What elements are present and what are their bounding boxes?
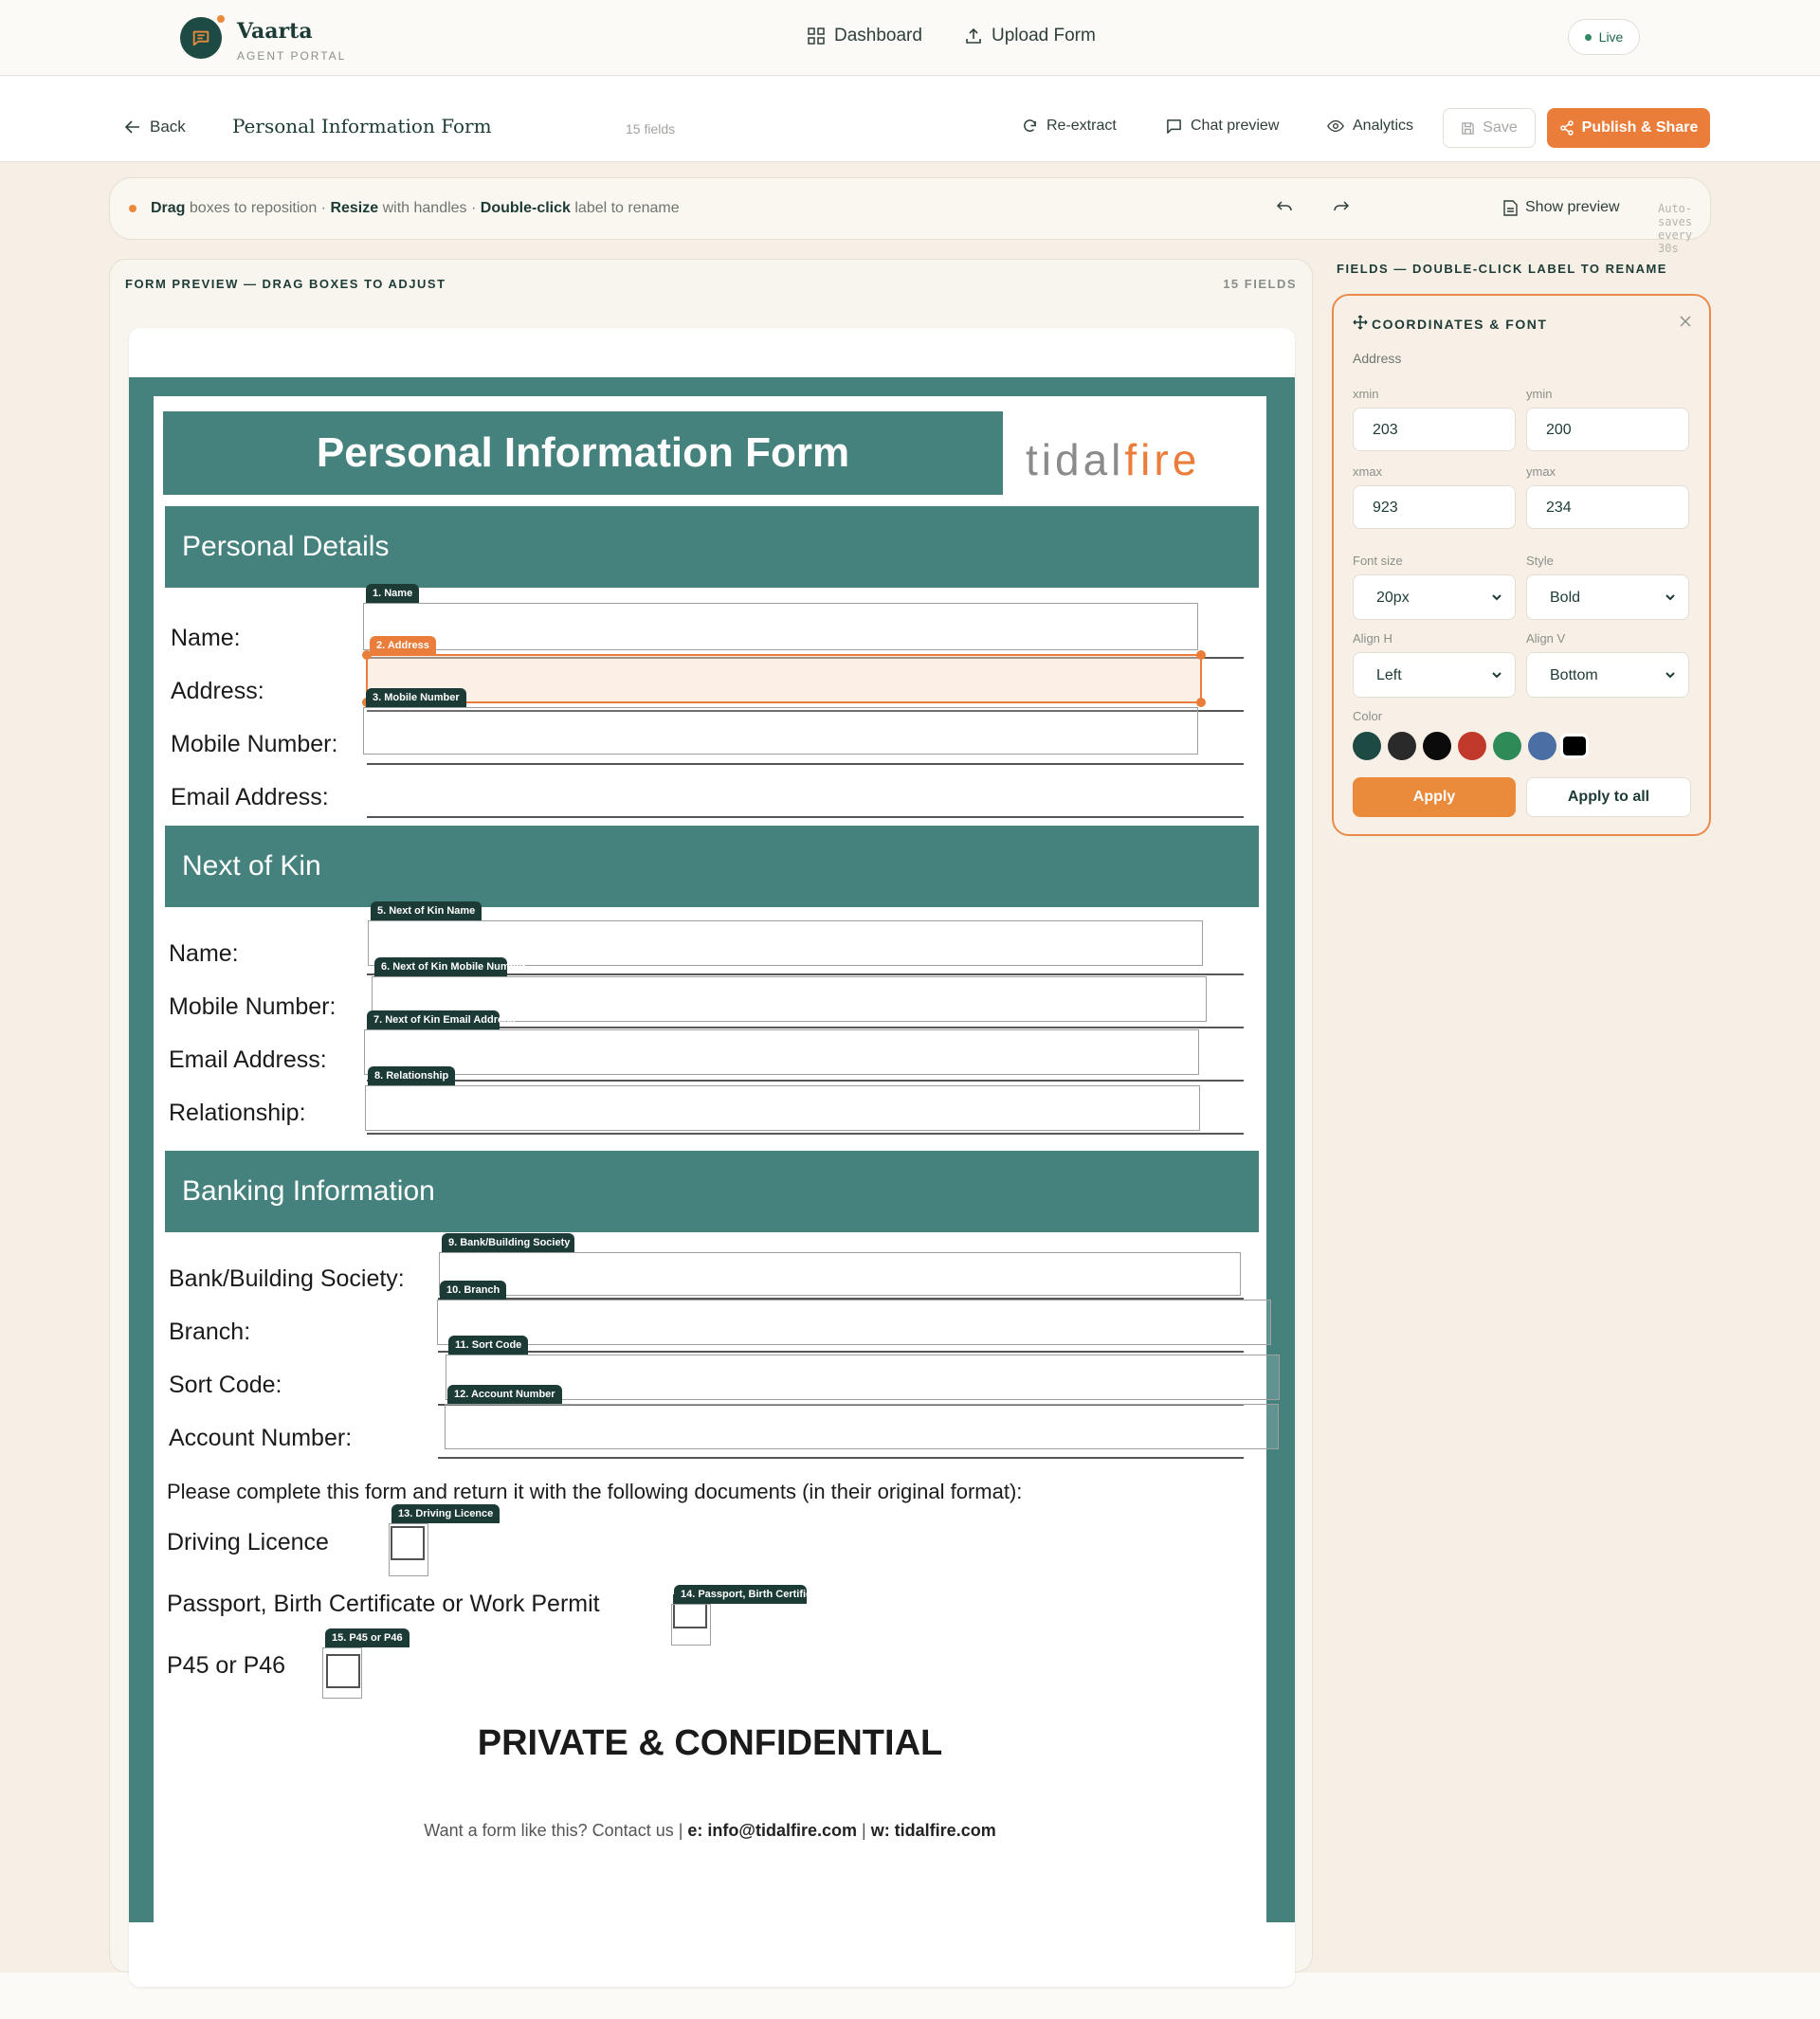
chat-preview-label: Chat preview (1191, 118, 1280, 134)
footer-text: Want a form like this? Contact us | (424, 1821, 683, 1840)
hint-drag: Drag (151, 200, 186, 216)
field-box-sort-code[interactable] (446, 1339, 1280, 1400)
tidalfire-logo (1026, 434, 1200, 485)
align-h-select[interactable] (1353, 652, 1516, 698)
share-icon (1559, 120, 1574, 136)
save-icon (1461, 121, 1475, 136)
selected-field-name: Address (1353, 351, 1402, 366)
field-tag[interactable]: 8. Relationship (368, 1066, 455, 1085)
field-tag[interactable]: 15. P45 or P46 (325, 1628, 410, 1647)
close-icon[interactable] (1679, 315, 1692, 328)
style-label: Style (1526, 554, 1554, 568)
fields-header: FIELDS — DOUBLE-CLICK LABEL TO RENAME (1337, 262, 1667, 276)
field-tag[interactable]: 10. Branch (440, 1281, 506, 1300)
private-confidential: PRIVATE & CONFIDENTIAL (477, 1723, 943, 1763)
resize-handle[interactable] (362, 650, 372, 660)
resize-handle[interactable] (1196, 650, 1206, 660)
apply-button[interactable]: Apply (1353, 777, 1516, 817)
live-label: Live (1598, 29, 1624, 45)
form-canvas (129, 328, 1295, 1987)
logo-chat-icon (180, 17, 222, 59)
line-account-number (438, 1457, 1244, 1459)
panel-title: COORDINATES & FONT (1372, 317, 1548, 332)
field-tag[interactable]: 7. Next of Kin Email Address (367, 1010, 500, 1029)
field-tag[interactable]: 2. Address (370, 636, 436, 655)
style-value: Bold (1550, 590, 1581, 606)
line-branch (438, 1351, 1244, 1353)
nav-upload-form[interactable] (965, 26, 1096, 46)
top-nav (0, 0, 1820, 76)
line-relationship (367, 1133, 1244, 1135)
label-bank: Bank/Building Society: (169, 1265, 405, 1292)
document-icon (1503, 200, 1518, 216)
hint-double-click-rest: label to rename (574, 200, 680, 216)
xmin-input[interactable]: 203 (1353, 408, 1516, 451)
arrow-left-icon (125, 120, 140, 134)
redo-icon[interactable] (1333, 197, 1350, 219)
chevron-down-icon (1664, 668, 1677, 682)
color-swatch[interactable] (1493, 732, 1521, 760)
grid-icon (808, 27, 825, 45)
ymax-input[interactable]: 234 (1526, 485, 1689, 529)
hint-resize-rest: with handles · (382, 200, 477, 216)
logo-notification-dot (217, 15, 225, 23)
label-account-number: Account Number: (169, 1425, 353, 1451)
label-kin-name: Name: (169, 940, 239, 967)
instructions: Please complete this form and return it with the following documents (in their original format): (167, 1480, 1023, 1503)
show-preview-label: Show preview (1525, 199, 1620, 215)
hint-drag-rest: boxes to reposition · (189, 200, 326, 216)
field-box-address[interactable] (366, 640, 1202, 703)
field-box-branch[interactable] (437, 1284, 1271, 1345)
field-tag[interactable]: 14. Passport, Birth Certificate (674, 1585, 807, 1604)
field-tag[interactable]: 1. Name (366, 584, 419, 603)
chevron-down-icon (1490, 591, 1503, 604)
chevron-down-icon (1664, 591, 1677, 604)
line-mobile (367, 763, 1244, 765)
field-box-kin-email[interactable] (364, 1014, 1199, 1075)
re-extract-label: Re-extract (1046, 118, 1117, 134)
logo-text-b: fire (1124, 435, 1201, 484)
section-personal-details: Personal Details (165, 506, 1259, 588)
re-extract-button[interactable] (1022, 118, 1117, 135)
field-tag[interactable]: 5. Next of Kin Name (371, 901, 482, 920)
move-icon[interactable] (1353, 315, 1368, 330)
field-tag[interactable]: 3. Mobile Number (366, 688, 466, 707)
label-sort-code: Sort Code: (169, 1372, 282, 1398)
page-title: Personal Information Form (232, 115, 492, 137)
apply-to-all-button[interactable]: Apply to all (1526, 777, 1691, 817)
logo-text-a: tidal (1026, 435, 1125, 484)
label-relationship: Relationship: (169, 1100, 306, 1126)
chat-preview-button[interactable] (1166, 118, 1279, 135)
coordinates-font-panel (1332, 294, 1711, 836)
xmax-label: xmax (1353, 464, 1383, 479)
color-label: Color (1353, 709, 1383, 723)
label-driving-licence: Driving Licence (167, 1529, 329, 1555)
publish-share-button[interactable] (1547, 108, 1710, 148)
label-mobile: Mobile Number: (171, 731, 338, 757)
align-v-label: Align V (1526, 631, 1566, 646)
live-status-badge (1568, 19, 1640, 55)
form-preview-panel (109, 259, 1313, 1973)
brand-subtitle: AGENT PORTAL (237, 49, 347, 63)
field-count: 15 fields (626, 121, 676, 136)
label-p45: P45 or P46 (167, 1652, 286, 1679)
label-kin-email: Email Address: (169, 1046, 327, 1073)
line-email (367, 816, 1244, 818)
align-v-value: Bottom (1550, 667, 1598, 683)
font-size-label: Font size (1353, 554, 1403, 568)
footer-sep: | (862, 1821, 871, 1840)
section-next-of-kin: Next of Kin (165, 826, 1259, 907)
save-button[interactable] (1443, 108, 1536, 148)
label-address: Address: (171, 678, 264, 704)
analytics-label: Analytics (1353, 118, 1414, 134)
hint-dot-icon (129, 205, 136, 212)
color-swatch[interactable] (1563, 737, 1586, 755)
field-box-account-number[interactable] (445, 1389, 1279, 1449)
field-tag[interactable]: 9. Bank/Building Society (442, 1233, 574, 1252)
upload-icon (965, 27, 982, 45)
field-tag[interactable]: 13. Driving Licence (391, 1504, 500, 1523)
ymin-input[interactable]: 200 (1526, 408, 1689, 451)
align-v-select[interactable] (1526, 652, 1689, 698)
footer-website: w: tidalfire.com (870, 1821, 996, 1840)
chevron-down-icon (1490, 668, 1503, 682)
xmin-label: xmin (1353, 387, 1379, 401)
brand-name: Vaarta (237, 19, 313, 44)
section-banking: Banking Information (165, 1151, 1259, 1232)
align-h-label: Align H (1353, 631, 1392, 646)
field-box-bank[interactable] (439, 1237, 1241, 1296)
xmax-input[interactable]: 923 (1353, 485, 1516, 529)
line-kin-email (367, 1080, 1244, 1082)
eye-icon (1327, 119, 1344, 133)
label-kin-mobile: Mobile Number: (169, 993, 337, 1020)
color-swatch[interactable] (1423, 732, 1451, 760)
color-swatch[interactable] (1458, 732, 1486, 760)
field-box-passport[interactable] (671, 1589, 828, 1646)
refresh-icon (1022, 118, 1038, 135)
form-title: Personal Information Form (163, 411, 1003, 495)
form-footer (154, 1821, 1266, 1841)
align-h-value: Left (1376, 667, 1402, 683)
label-name: Name: (171, 625, 241, 651)
live-dot-icon (1585, 34, 1592, 41)
hint-double-click: Double-click (480, 200, 571, 216)
hint-text (151, 200, 680, 217)
resize-handle[interactable] (1196, 698, 1206, 707)
nav-dashboard-label: Dashboard (834, 26, 922, 45)
ymax-label: ymax (1526, 464, 1556, 479)
undo-icon[interactable] (1276, 197, 1293, 219)
field-tag[interactable]: 12. Account Number (447, 1385, 562, 1404)
preview-label: FORM PREVIEW — DRAG BOXES TO ADJUST (125, 277, 446, 291)
publish-label: Publish & Share (1581, 119, 1699, 136)
footer-email: e: info@tidalfire.com (687, 1821, 857, 1840)
page-header (0, 77, 1820, 162)
hint-resize: Resize (330, 200, 379, 216)
nav-dashboard[interactable] (808, 26, 922, 46)
ymin-label: ymin (1526, 387, 1553, 401)
show-preview-button[interactable] (1503, 199, 1620, 216)
style-select[interactable] (1526, 574, 1689, 620)
font-size-select[interactable] (1353, 574, 1516, 620)
save-label: Save (1483, 119, 1518, 136)
font-size-value: 20px (1376, 590, 1410, 606)
field-tag[interactable]: 6. Next of Kin Mobile Number (374, 957, 507, 976)
field-box-mobile[interactable] (363, 692, 1198, 755)
preview-count: 15 FIELDS (1223, 277, 1297, 291)
field-box-p45[interactable] (322, 1632, 403, 1699)
back-label: Back (150, 118, 186, 136)
analytics-button[interactable] (1327, 118, 1413, 135)
field-box-relationship[interactable] (365, 1070, 1200, 1131)
field-tag[interactable]: 11. Sort Code (448, 1336, 528, 1355)
color-swatch[interactable] (1353, 732, 1381, 760)
chat-icon (1166, 118, 1182, 135)
color-swatch[interactable] (1388, 732, 1416, 760)
hint-toolbar (109, 177, 1711, 255)
autosave-note: Auto-saves every 30s (1658, 202, 1693, 255)
field-box-name[interactable] (363, 588, 1198, 650)
color-swatch[interactable] (1528, 732, 1556, 760)
nav-upload-label: Upload Form (992, 26, 1096, 45)
label-branch: Branch: (169, 1319, 251, 1345)
field-box-driving-licence[interactable] (389, 1508, 494, 1576)
label-passport: Passport, Birth Certificate or Work Permit (167, 1591, 600, 1617)
back-button[interactable] (125, 118, 186, 136)
label-email: Email Address: (171, 784, 329, 810)
